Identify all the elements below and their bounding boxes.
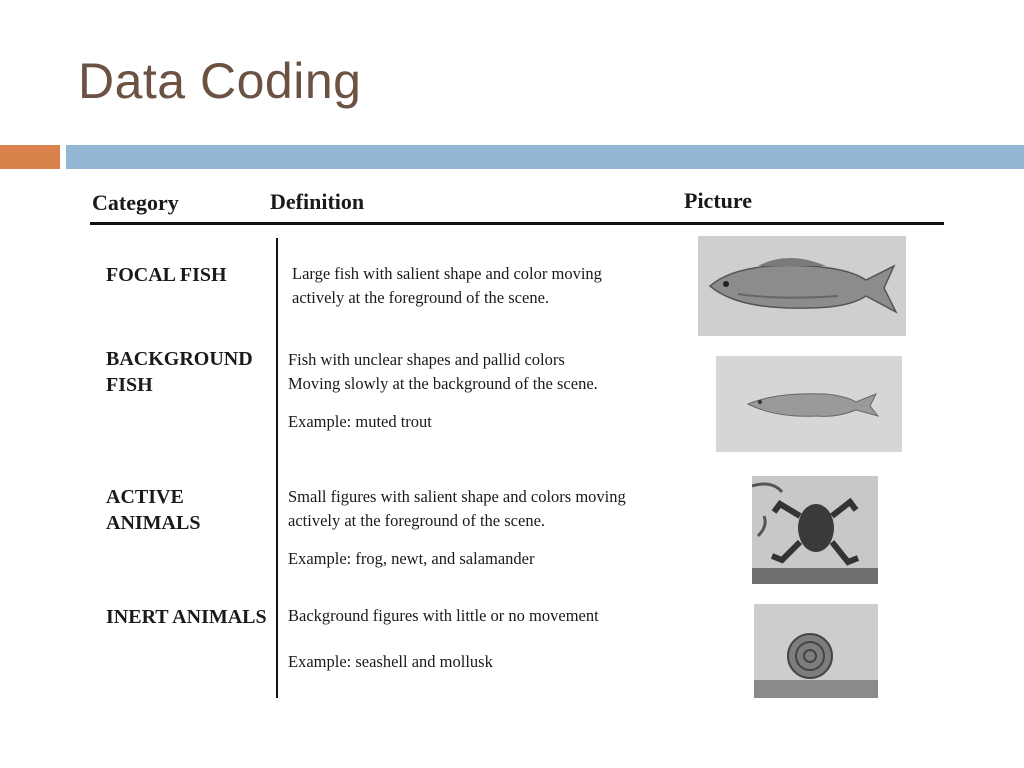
example-text: Example: frog, newt, and salamander: [288, 549, 535, 568]
category-inert-animals: INERT ANIMALS: [106, 606, 267, 628]
example-text: Example: seashell and mollusk: [288, 652, 493, 671]
definition-text: Small figures with salient shape and colors moving actively at the foreground of the scene.: [288, 487, 626, 530]
category-focal-fish: FOCAL FISH: [106, 264, 227, 286]
bass-fish-icon: [698, 236, 906, 336]
header-rule: [90, 222, 944, 225]
definition-background-fish: [288, 348, 608, 434]
example-text: Example: muted trout: [288, 412, 432, 431]
definition-text: Background figures with little or no movement: [288, 606, 599, 625]
category-active-animals: ACTIVE ANIMALS: [106, 486, 201, 534]
trout-fish-icon: [716, 356, 902, 452]
definition-active-animals: [288, 485, 648, 571]
header-picture: Picture: [684, 188, 753, 213]
definition-text: Large fish with salient shape and color moving actively at the foreground of the scene.: [292, 264, 602, 307]
frog-icon: [752, 476, 878, 584]
definition-inert-animals: [288, 604, 648, 674]
header-definition: Definition: [270, 189, 365, 214]
category-background-fish: BACKGROUND FISH: [106, 348, 253, 396]
definition-text: Fish with unclear shapes and pallid colors Moving slowly at the background of the scene.: [288, 350, 598, 393]
snail-shell-icon: [754, 604, 878, 698]
definition-focal-fish: [292, 262, 652, 310]
slide-title: Data Coding: [78, 53, 362, 109]
header-category: Category: [92, 190, 179, 215]
column-divider: [276, 238, 278, 698]
